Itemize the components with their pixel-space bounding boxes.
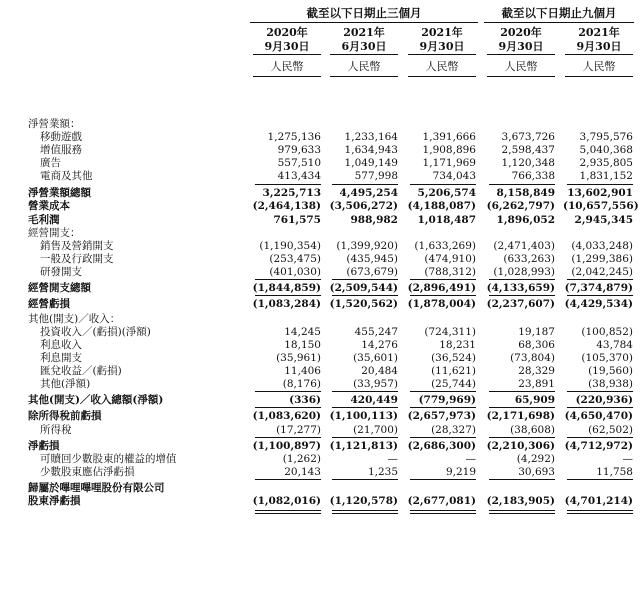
cell-value: 2,935,805 xyxy=(579,157,633,169)
cell-value: 2,598,437 xyxy=(501,144,555,156)
column-header xyxy=(253,26,321,77)
single-rule xyxy=(332,184,398,185)
row-label: 歸屬於嗶哩嗶哩股份有限公司 xyxy=(28,482,165,494)
single-rule xyxy=(255,437,321,438)
single-rule xyxy=(410,295,476,296)
cell-value: (4,701,214) xyxy=(564,495,633,507)
column-year: 2021年 xyxy=(421,26,463,39)
cell-value: (4,188,087) xyxy=(407,200,476,212)
cell-value: 30,693 xyxy=(518,466,555,478)
cell-value: (1,100,113) xyxy=(329,410,398,422)
row-label: 毛利潤 xyxy=(28,214,60,226)
row-label: 所得稅 xyxy=(40,424,72,436)
row-label: 研發開支 xyxy=(40,266,82,278)
cell-value: (1,082,016) xyxy=(252,495,321,507)
single-rule xyxy=(489,437,555,438)
table-row xyxy=(0,170,643,183)
cell-value: (1,121,813) xyxy=(329,440,398,452)
row-label: 淨營業額總額 xyxy=(28,187,91,199)
cell-value: (1,878,004) xyxy=(407,298,476,310)
row-label: 銷售及營銷開支 xyxy=(40,240,114,252)
single-rule xyxy=(255,295,321,296)
cell-value: (435,945) xyxy=(346,253,398,265)
cell-value: 19,187 xyxy=(518,326,555,338)
cell-value: 14,276 xyxy=(361,339,398,351)
cell-value: (788,312) xyxy=(424,266,476,278)
cell-value: 3,673,726 xyxy=(501,131,555,143)
cell-value: (1,520,562) xyxy=(329,298,398,310)
row-label: 經營虧損 xyxy=(28,298,70,310)
cell-value: (253,475) xyxy=(269,253,321,265)
row-label: 經營開支總額 xyxy=(28,282,91,294)
single-rule xyxy=(410,407,476,408)
column-currency: 人民幣 xyxy=(487,60,555,77)
cell-value: (1,120,578) xyxy=(329,495,398,507)
single-rule xyxy=(255,479,321,480)
row-label: 淨虧損 xyxy=(28,440,60,452)
table-row xyxy=(0,466,643,479)
cell-value: (105,370) xyxy=(581,352,633,364)
cell-value: 43,784 xyxy=(596,339,633,351)
row-label: 可贖回少數股東的權益的增值 xyxy=(40,453,177,465)
cell-value: (1,100,897) xyxy=(252,440,321,452)
cell-value: 1,896,052 xyxy=(496,214,555,226)
single-rule xyxy=(255,391,321,392)
cell-value: — xyxy=(387,453,398,465)
column-currency: 人民幣 xyxy=(565,60,633,77)
cell-value: (2,171,698) xyxy=(486,410,555,422)
cell-value: (62,502) xyxy=(588,424,633,436)
cell-value: (33,957) xyxy=(353,378,398,390)
cell-value: (2,471,403) xyxy=(493,240,555,252)
table-row xyxy=(0,313,643,326)
group-header-three-months: 截至以下日期止三個月 xyxy=(306,6,422,20)
cell-value: 13,602,901 xyxy=(567,187,633,199)
cell-value: (1,190,354) xyxy=(259,240,321,252)
cell-value: (2,896,491) xyxy=(407,282,476,294)
row-label: 廣告 xyxy=(40,157,61,169)
cell-value: (1,262) xyxy=(282,453,321,465)
cell-value: (2,237,607) xyxy=(486,298,555,310)
cell-value: (474,910) xyxy=(424,253,476,265)
single-rule xyxy=(489,279,555,280)
cell-value: 761,575 xyxy=(273,214,321,226)
table-row xyxy=(0,440,643,453)
table-row xyxy=(0,144,643,157)
cell-value: (100,852) xyxy=(581,326,633,338)
cell-value: (220,936) xyxy=(575,394,633,406)
cell-value: (10,657,556) xyxy=(563,200,639,212)
column-date: 6月30日 xyxy=(330,40,398,55)
cell-value: 1,235 xyxy=(367,466,398,478)
cell-value: (21,700) xyxy=(353,424,398,436)
cell-value: (38,608) xyxy=(510,424,555,436)
column-header xyxy=(408,26,476,77)
table-row xyxy=(0,453,643,466)
cell-value: 4,495,254 xyxy=(339,187,398,199)
column-year: 2021年 xyxy=(343,26,385,39)
row-label: 除所得稅前虧損 xyxy=(28,410,102,422)
row-label: 其他(開支)／收入總額(淨額) xyxy=(28,394,164,406)
table-row xyxy=(0,157,643,170)
table-row xyxy=(0,118,643,131)
single-rule xyxy=(255,279,321,280)
column-header xyxy=(565,26,633,77)
single-rule xyxy=(332,279,398,280)
table-row xyxy=(0,378,643,391)
cell-value: (2,677,081) xyxy=(407,495,476,507)
double-rule xyxy=(410,510,476,514)
row-label: 利息開支 xyxy=(40,352,82,364)
cell-value: (7,374,879) xyxy=(564,282,633,294)
cell-value: (2,509,544) xyxy=(329,282,398,294)
cell-value: 5,040,368 xyxy=(579,144,633,156)
cell-value: 14,245 xyxy=(284,326,321,338)
table-row xyxy=(0,282,643,295)
cell-value: (2,657,973) xyxy=(407,410,476,422)
cell-value: (11,621) xyxy=(431,365,476,377)
column-currency: 人民幣 xyxy=(408,60,476,77)
cell-value: (38,938) xyxy=(588,378,633,390)
single-rule xyxy=(255,184,321,185)
single-rule xyxy=(567,437,633,438)
cell-value: (1,083,284) xyxy=(252,298,321,310)
cell-value: (73,804) xyxy=(510,352,555,364)
cell-value: 1,018,487 xyxy=(417,214,476,226)
row-label: 電商及其他 xyxy=(40,170,93,182)
single-rule xyxy=(332,437,398,438)
cell-value: 1,171,969 xyxy=(422,157,476,169)
table-row xyxy=(0,339,643,352)
row-label: 其他(開支)／收入： xyxy=(28,313,121,325)
single-rule xyxy=(567,184,633,185)
row-label: 增值服務 xyxy=(40,144,82,156)
cell-value: (2,183,905) xyxy=(486,495,555,507)
single-rule xyxy=(567,407,633,408)
single-rule xyxy=(255,407,321,408)
group-header-rule xyxy=(484,22,634,23)
cell-value: (35,961) xyxy=(276,352,321,364)
cell-value: 20,143 xyxy=(284,466,321,478)
cell-value: (19,560) xyxy=(588,365,633,377)
cell-value: 1,120,348 xyxy=(501,157,555,169)
cell-value: (2,042,245) xyxy=(571,266,633,278)
single-rule xyxy=(332,391,398,392)
table-row xyxy=(0,253,643,266)
cell-value: (401,030) xyxy=(269,266,321,278)
column-year: 2021年 xyxy=(578,26,620,39)
cell-value: (2,464,138) xyxy=(252,200,321,212)
single-rule xyxy=(489,184,555,185)
row-label: 經營開支： xyxy=(28,227,81,239)
row-label: 股東淨虧損 xyxy=(28,495,81,507)
cell-value: 1,049,149 xyxy=(344,157,398,169)
cell-value: (3,506,272) xyxy=(329,200,398,212)
cell-value: (2,686,300) xyxy=(407,440,476,452)
table-row xyxy=(0,227,643,240)
cell-value: 577,998 xyxy=(354,170,398,182)
single-rule xyxy=(567,391,633,392)
cell-value: 2,945,345 xyxy=(574,214,633,226)
double-rule xyxy=(489,510,555,514)
table-row xyxy=(0,410,643,423)
cell-value: 3,225,713 xyxy=(262,187,321,199)
column-year: 2020年 xyxy=(500,26,542,39)
cell-value: 413,434 xyxy=(277,170,321,182)
cell-value: 8,158,849 xyxy=(496,187,555,199)
cell-value: 455,247 xyxy=(354,326,398,338)
cell-value: (633,263) xyxy=(503,253,555,265)
column-date: 9月30日 xyxy=(487,40,555,55)
cell-value: 557,510 xyxy=(277,157,321,169)
table-row xyxy=(0,200,643,213)
cell-value: (1,633,269) xyxy=(414,240,476,252)
single-rule xyxy=(332,407,398,408)
table-row xyxy=(0,352,643,365)
cell-value: 1,233,164 xyxy=(344,131,398,143)
group-header-nine-months: 截至以下日期止九個月 xyxy=(501,6,617,20)
cell-value: (6,262,797) xyxy=(486,200,555,212)
cell-value: 766,338 xyxy=(511,170,555,182)
cell-value: (4,033,248) xyxy=(571,240,633,252)
column-year: 2020年 xyxy=(266,26,308,39)
cell-value: (28,327) xyxy=(431,424,476,436)
row-label: 利息收入 xyxy=(40,339,82,351)
column-currency: 人民幣 xyxy=(330,60,398,77)
row-label: 移動遊戲 xyxy=(40,131,82,143)
single-rule xyxy=(410,437,476,438)
cell-value: 23,891 xyxy=(518,378,555,390)
cell-value: — xyxy=(622,453,633,465)
row-label: 少數股東應佔淨虧損 xyxy=(40,466,135,478)
cell-value: 979,633 xyxy=(277,144,321,156)
single-rule xyxy=(410,184,476,185)
single-rule xyxy=(332,295,398,296)
cell-value: 18,231 xyxy=(439,339,476,351)
cell-value: 420,449 xyxy=(350,394,398,406)
table-row xyxy=(0,365,643,378)
row-label: 匯兌收益／(虧損) xyxy=(40,365,122,377)
single-rule xyxy=(489,407,555,408)
cell-value: 1,275,136 xyxy=(267,131,321,143)
cell-value: (336) xyxy=(289,394,321,406)
cell-value: (4,429,534) xyxy=(564,298,633,310)
table-row xyxy=(0,187,643,200)
single-rule xyxy=(489,479,555,480)
cell-value: 734,043 xyxy=(432,170,476,182)
cell-value: 28,329 xyxy=(518,365,555,377)
single-rule xyxy=(567,479,633,480)
single-rule xyxy=(332,479,398,480)
single-rule xyxy=(567,295,633,296)
cell-value: (8,176) xyxy=(282,378,321,390)
column-date: 9月30日 xyxy=(253,40,321,55)
single-rule xyxy=(567,279,633,280)
column-date: 9月30日 xyxy=(565,40,633,55)
cell-value: (4,650,470) xyxy=(564,410,633,422)
cell-value: (4,292) xyxy=(516,453,555,465)
cell-value: 11,406 xyxy=(284,365,321,377)
cell-value: (2,210,306) xyxy=(486,440,555,452)
cell-value: 5,206,574 xyxy=(417,187,476,199)
single-rule xyxy=(410,279,476,280)
cell-value: 9,219 xyxy=(445,466,476,478)
cell-value: 65,909 xyxy=(514,394,555,406)
cell-value: 68,306 xyxy=(518,339,555,351)
cell-value: 1,391,666 xyxy=(422,131,476,143)
cell-value: (1,844,859) xyxy=(252,282,321,294)
table-row xyxy=(0,266,643,279)
table-row xyxy=(0,326,643,339)
column-currency: 人民幣 xyxy=(253,60,321,77)
cell-value: (673,679) xyxy=(346,266,398,278)
column-date: 9月30日 xyxy=(408,40,476,55)
table-row xyxy=(0,394,643,407)
cell-value: 1,908,896 xyxy=(422,144,476,156)
cell-value: (1,028,993) xyxy=(493,266,555,278)
cell-value: 1,831,152 xyxy=(579,170,633,182)
row-label: 其他(淨額) xyxy=(40,378,91,390)
row-label: 一般及行政開支 xyxy=(40,253,114,265)
cell-value: 1,634,943 xyxy=(344,144,398,156)
cell-value: 20,484 xyxy=(361,365,398,377)
cell-value: (4,133,659) xyxy=(486,282,555,294)
cell-value: (1,399,920) xyxy=(336,240,398,252)
double-rule xyxy=(567,510,633,514)
cell-value: (17,277) xyxy=(276,424,321,436)
cell-value: (1,083,620) xyxy=(252,410,321,422)
cell-value: (35,601) xyxy=(353,352,398,364)
column-header xyxy=(330,26,398,77)
row-label: 營業成本 xyxy=(28,200,70,212)
cell-value: (779,969) xyxy=(418,394,476,406)
column-header xyxy=(487,26,555,77)
cell-value: (724,311) xyxy=(424,326,476,338)
row-label: 投資收入／(虧損)(淨額) xyxy=(40,326,151,338)
cell-value: (1,299,386) xyxy=(571,253,633,265)
cell-value: 18,150 xyxy=(284,339,321,351)
cell-value: 988,982 xyxy=(350,214,398,226)
cell-value: (4,712,972) xyxy=(564,440,633,452)
single-rule xyxy=(489,391,555,392)
single-rule xyxy=(410,391,476,392)
cell-value: (25,744) xyxy=(431,378,476,390)
single-rule xyxy=(489,295,555,296)
single-rule xyxy=(410,479,476,480)
table-row xyxy=(0,298,643,311)
table-row xyxy=(0,482,643,495)
table-row xyxy=(0,424,643,437)
table-row xyxy=(0,240,643,253)
cell-value: 3,795,576 xyxy=(579,131,633,143)
double-rule xyxy=(332,510,398,514)
cell-value: 11,758 xyxy=(596,466,633,478)
group-header-rule xyxy=(250,22,478,23)
double-rule xyxy=(255,510,321,514)
table-row xyxy=(0,495,643,508)
table-row xyxy=(0,214,643,227)
row-label: 淨營業額： xyxy=(28,118,81,130)
cell-value: (36,524) xyxy=(431,352,476,364)
table-row xyxy=(0,131,643,144)
cell-value: — xyxy=(465,453,476,465)
